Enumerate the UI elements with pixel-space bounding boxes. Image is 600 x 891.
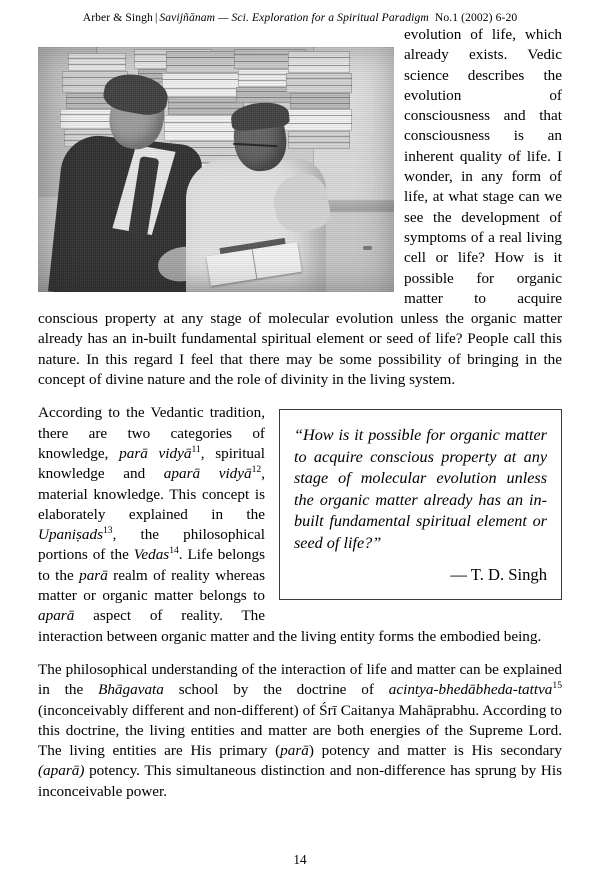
figure-and-wrap-block xyxy=(38,25,562,390)
philosophical-seg-4: ) potency and matter is His secondary xyxy=(308,742,562,760)
page-folio xyxy=(0,852,600,868)
photograph-image xyxy=(38,47,394,292)
pull-quote-text: “How is it possible for organic matter to acquire conscious property at any stage of molecular evolution unless the organic matter already has an in-built fundamental spiritual element or seed of life?” xyxy=(294,426,547,552)
vedantic-seg-4: , the philosophical portions of the xyxy=(38,526,265,564)
pull-quote-box xyxy=(279,409,562,600)
term-bhagavata: Bhāgavata xyxy=(98,681,164,699)
term-para: parā xyxy=(79,566,108,584)
vedantic-seg-3: , material knowledge. This concept is elaborately explained in the xyxy=(38,465,265,523)
philosophical-seg-3: (inconceivably different and non-different) of Śrī Caitanya Mahāprabhu. According to this doctrine, the living entities and matter are both energies of the Supreme Lord. The living entities are His primary ( xyxy=(38,701,562,760)
term-vedas: Vedas xyxy=(133,546,170,564)
running-head-separator: | xyxy=(154,11,158,24)
photo-vignette-overlay xyxy=(38,47,394,292)
term-upanisads: Upaniṣads xyxy=(38,526,103,544)
vedantic-seg-1: According to the Vedantic tradition, there are two categories of knowledge, xyxy=(38,404,265,462)
term-para-vidya: parā vidyā xyxy=(119,444,192,462)
running-head-authors: Arber & Singh xyxy=(82,11,153,24)
vedantic-seg-6: realm of reality whereas matter or organic matter belongs to xyxy=(38,566,265,605)
running-head xyxy=(38,0,562,25)
running-head-journal: Savijñānam — Sci. Exploration for a Spiritual Paradigm xyxy=(159,11,429,24)
philosophical-seg-1: The philosophical understanding of the interaction of life and matter can be explained in the xyxy=(38,660,562,699)
page-content xyxy=(38,0,562,815)
term-apara-vidya: aparā vidyā xyxy=(163,465,252,483)
figure-photograph xyxy=(38,47,394,292)
footnote-ref-14: 14 xyxy=(169,545,179,557)
term-apara-potency: (aparā) xyxy=(38,762,85,780)
term-acintya-bhedabheda-tattva: acintya-bhedābheda-tattva xyxy=(388,681,553,699)
page-number: 14 xyxy=(293,852,307,867)
vedantic-seg-5: . Life belongs to the xyxy=(38,546,265,584)
pullquote-and-vedantic-block xyxy=(38,403,562,660)
running-head-issue: No.1 (2002) 6-20 xyxy=(434,11,518,24)
vedantic-seg-2: , spiritual knowledge and xyxy=(38,444,265,483)
footnote-ref-11: 11 xyxy=(191,443,201,455)
term-apara: aparā xyxy=(38,607,75,625)
spacer xyxy=(38,390,562,403)
philosophical-seg-5: potency. This simultaneous distinction and non-difference has sprung by His inconceivable power. xyxy=(38,762,562,800)
paragraph-wrap-text: evolution of life, which already exists. Vedic science describes the evolution of consciousness and that consciousness is an inherent quality of life. I wonder, in any form of life, at what stage can we see the development of symptoms of a real living cell or life? How is it possible for organic matter to acquire conscious property at any stage of molecular evolution unless the organic matter already has an in-built fundamental spiritual element or seed of life? People call this nature. In this regard I feel that there may be some possibility of bringing in the concept of divine nature and the role of divinity in the living system. xyxy=(38,26,562,389)
paragraph-philosophical xyxy=(38,660,562,802)
footnote-ref-13: 13 xyxy=(102,525,113,537)
vedantic-seg-7: aspect of reality. The interaction between organic matter and the living entity forms the embodied being. xyxy=(38,607,542,645)
pull-quote-attribution: — T. D. Singh xyxy=(450,565,547,585)
footnote-ref-15: 15 xyxy=(552,680,562,692)
philosophical-seg-2: school by the doctrine of xyxy=(163,681,389,699)
footnote-ref-12: 12 xyxy=(251,464,262,476)
term-para-potency: parā xyxy=(280,742,309,760)
